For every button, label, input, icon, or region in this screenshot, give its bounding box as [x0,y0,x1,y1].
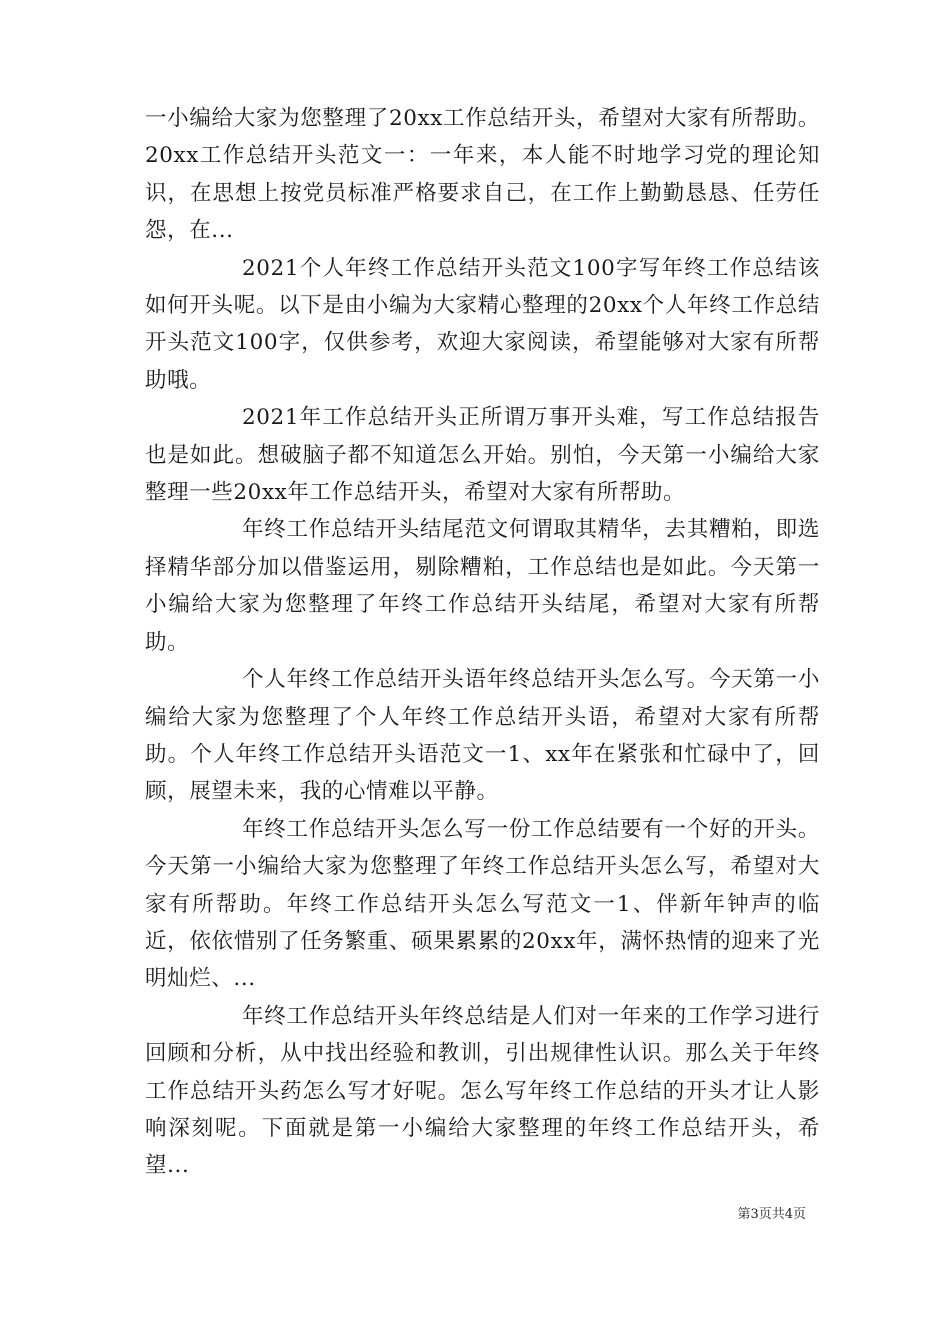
paragraph: 年终工作总结开头怎么写一份工作总结要有一个好的开头。今天第一小编给大家为您整理了年终工作总结开头怎么写，希望对大家有所帮助。年终工作总结开头怎么写范文一1、伴新年钟声的临近，依依惜别了任务繁重、硕果累累的20xx年，满怀热情的迎来了光明灿烂、... [145,816,820,992]
paragraph: 年终工作总结开头年终总结是人们对一年来的工作学习进行回顾和分析，从中找出经验和教训，引出规律性认识。那么关于年终工作总结开头药怎么写才好呢。怎么写年终工作总结的开头才让人影响深刻呢。下面就是第一小编给大家整理的年终工作总结开头，希望... [145,1003,820,1179]
document-body [145,100,820,1185]
paragraph-continued: 一小编给大家为您整理了20xx工作总结开头，希望对大家有所帮助。20xx工作总结开头范文一：一年来，本人能不时地学习党的理论知识，在思想上按党员标准严格要求自己，在工作上勤勤恳恳、任劳任怨，在... [145,106,820,244]
paragraph: 2021年工作总结开头正所谓万事开头难，写工作总结报告也是如此。想破脑子都不知道怎么开始。别怕，今天第一小编给大家整理一些20xx年工作总结开头，希望对大家有所帮助。 [145,405,820,506]
page-number-footer: 第3页共4页 [737,1207,806,1222]
paragraph: 年终工作总结开头结尾范文何谓取其精华，去其糟粕，即选择精华部分加以借鉴运用，剔除糟粕，工作总结也是如此。今天第一小编给大家为您整理了年终工作总结开头结尾，希望对大家有所帮助。 [145,517,820,655]
paragraph: 个人年终工作总结开头语年终总结开头怎么写。今天第一小编给大家为您整理了个人年终工作总结开头语，希望对大家有所帮助。个人年终工作总结开头语范文一1、xx年在紧张和忙碌中了，回顾，展望未来，我的心情难以平静。 [145,667,820,805]
paragraph: 2021个人年终工作总结开头范文100字写年终工作总结该如何开头呢。以下是由小编为大家精心整理的20xx个人年终工作总结开头范文100字，仅供参考，欢迎大家阅读，希望能够对大家有所帮助哦。 [145,255,820,393]
